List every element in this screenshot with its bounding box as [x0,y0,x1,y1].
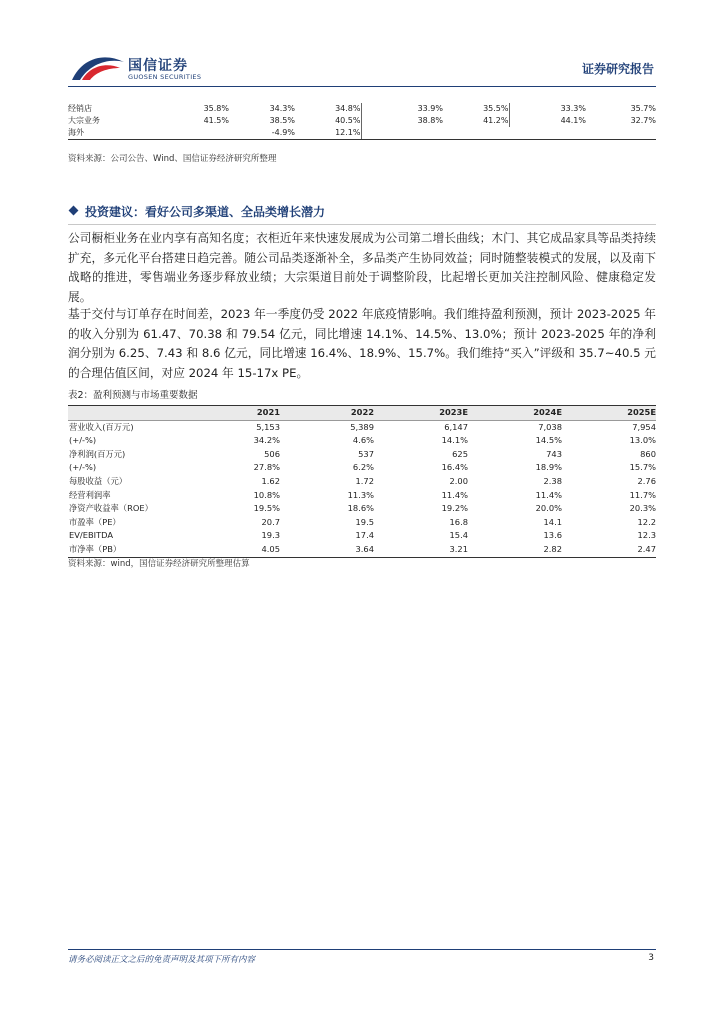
column-header: 2022 [280,406,374,421]
table-cell: 19.5 [355,516,374,527]
table-row [68,434,656,448]
table-cell: 2.38 [543,475,562,486]
table-cell: 19.3 [261,530,280,541]
table-cell: 15.7% [629,462,656,473]
column-header [68,406,186,421]
row-label: 市盈率（PE） [69,516,121,527]
table-cell [443,127,509,140]
row-label: 经销店 [68,104,92,113]
brand-name: 国信证券 [128,58,188,74]
table-row [68,502,656,516]
table-cell: 18.9% [535,462,562,473]
table-cell: 41.5% [203,116,229,125]
table-cell [361,127,443,140]
table-cell: 15.4 [449,530,468,541]
table2-caption: 表2：盈利预测与市场重要数据 [68,390,198,401]
table2-source: 资料来源：wind，国信证券经济研究所整理估算 [68,559,250,569]
table-row [68,448,656,462]
table-cell: 6,147 [444,421,468,432]
table-cell: 27.8% [253,462,280,473]
section-divider [68,224,656,225]
table-cell: 33.3% [560,104,586,113]
table-cell: 537 [358,448,374,459]
table-cell: 35.7% [630,104,656,113]
table-cell: 6.2% [352,462,374,473]
row-label: (+/-%) [69,435,97,446]
table-cell: 5,153 [256,421,280,432]
row-label: 市净率（PB） [68,543,186,557]
table-cell: 10.8% [253,489,280,500]
table-cell [586,127,656,140]
brand-name-en: GUOSEN SECURITIES [128,73,202,81]
table-row [68,115,656,127]
table-cell: 1.62 [261,475,280,486]
table-cell: 2.00 [449,475,468,486]
table-cell: 13.0% [629,435,656,446]
table-row [68,420,656,434]
paragraph-2: 基于交付与订单存在时间差，2023 年一季度仍受 2022 年底疫情影响。我们维持盈利预测，预计 2023-2025 年的收入分别为 61.47、70.38 和 79.54 亿元，同比增速 14.1%、14.5%、13.0%；预计 2023-2025 年的净利润分别为 6.25、7.43 和 8.6 亿元，同比增速 16.4%、18.9%、15.7%。我们维持“买入”评级和 35.7~40.5 元的合理估值区间，对应 2024 年 15-17x PE。 [68,307,656,380]
table-cell: 7,954 [632,421,656,432]
table-row [68,529,656,543]
table-cell: 38.5% [269,116,295,125]
forecast-table [68,405,656,558]
page-number: 3 [648,953,654,963]
column-header: 2021 [186,406,280,421]
table-cell [163,127,229,140]
row-label: 大宗业务 [68,116,100,125]
diamond-bullet-icon [69,206,79,216]
table-row [68,516,656,530]
paragraph-1: 公司橱柜业务在业内享有高知名度；衣柜近年来快速发展成为公司第二增长曲线；木门、其它成品家具等品类持续扩充，多元化平台搭建日趋完善。随公司品类逐渐补全，多品类产生协同效益；同时随整装模式的发展，以及南下战略的推进，零售端业务逐步释放业绩；大宗渠道目前处于调整阶段，比起增长更加关注控制风险、健康稳定发展。 [68,231,656,304]
row-label: 营业收入(百万元) [69,421,134,432]
table-cell: 40.5% [295,115,361,127]
table-row [68,103,656,115]
table-cell: 33.9% [417,104,443,113]
table-cell: 41.2% [443,115,509,127]
row-label: 净利润(百万元) [69,448,126,459]
table-cell: 4.05 [186,543,280,557]
table-cell: 34.8% [295,103,361,115]
table-cell: 4.6% [352,435,374,446]
column-header: 2025E [562,406,656,421]
table-cell: 2.82 [468,543,562,557]
table-row [68,543,656,557]
table-cell: 14.1% [441,435,468,446]
table-cell: 34.3% [269,104,295,113]
table-cell: 2.76 [637,475,656,486]
table-cell: 34.2% [253,435,280,446]
report-type: 证券研究报告 [581,62,654,76]
table-cell: 35.8% [203,104,229,113]
table-cell: 7,038 [538,421,562,432]
row-label: 海外 [68,127,163,140]
row-label: 每股收益（元） [69,475,128,486]
table-cell: 860 [640,448,656,459]
table-row [68,475,656,489]
table-cell: 20.7 [261,516,280,527]
table-cell: 19.5% [253,503,280,514]
table-cell: 12.2 [637,516,656,527]
table-cell: 5,389 [350,421,374,432]
section-heading-text: 投资建议：看好公司多渠道、全品类增长潜力 [85,205,326,219]
table-cell: 11.3% [347,489,374,500]
table-cell: 11.7% [629,489,656,500]
table-cell: 16.8 [449,516,468,527]
table-cell: 14.5% [535,435,562,446]
table-cell: 16.4% [441,462,468,473]
table-cell: 11.4% [441,489,468,500]
table-cell: 12.1% [295,127,361,140]
footer-disclaimer: 请务必阅读正文之后的免责声明及其项下所有内容 [68,955,256,965]
guosen-logo-icon [68,50,128,84]
table1-source: 资料来源：公司公告、Wind、国信证券经济研究所整理 [68,154,277,164]
row-label: (+/-%) [69,462,97,473]
table-cell: 20.0% [535,503,562,514]
table-cell: 17.4 [355,530,374,541]
table-cell: 20.3% [629,503,656,514]
table-cell: 18.6% [347,503,374,514]
table-cell: 3.64 [280,543,374,557]
table-cell: 14.1 [543,516,562,527]
page-header [0,0,724,90]
table-cell: 743 [546,448,562,459]
channel-margin-table [68,103,656,140]
row-label: 净资产收益率（ROE） [69,503,153,514]
table-cell: 13.6 [543,530,562,541]
table-cell: 1.72 [355,475,374,486]
table-cell: 19.2% [441,503,468,514]
header-divider [68,86,656,87]
table-cell [509,127,586,140]
table-cell: 32.7% [630,116,656,125]
row-label: EV/EBITDA [69,530,114,541]
table-cell: 38.8% [417,116,443,125]
row-label: 经营利润率 [69,489,111,500]
table-cell: 35.5% [443,103,509,115]
column-header: 2023E [374,406,468,421]
table-row [68,489,656,503]
table-header-row [68,406,656,421]
table-cell: 12.3 [637,530,656,541]
column-header: 2024E [468,406,562,421]
table-row [68,127,656,140]
table-cell: 506 [264,448,280,459]
table-row [68,461,656,475]
table-cell: 2.47 [562,543,656,557]
table-cell: -4.9% [229,127,295,140]
section-heading [70,203,325,220]
table-cell: 11.4% [535,489,562,500]
footer-divider [68,949,656,950]
table-cell: 3.21 [374,543,468,557]
table-cell: 625 [452,448,468,459]
table-cell: 44.1% [560,116,586,125]
